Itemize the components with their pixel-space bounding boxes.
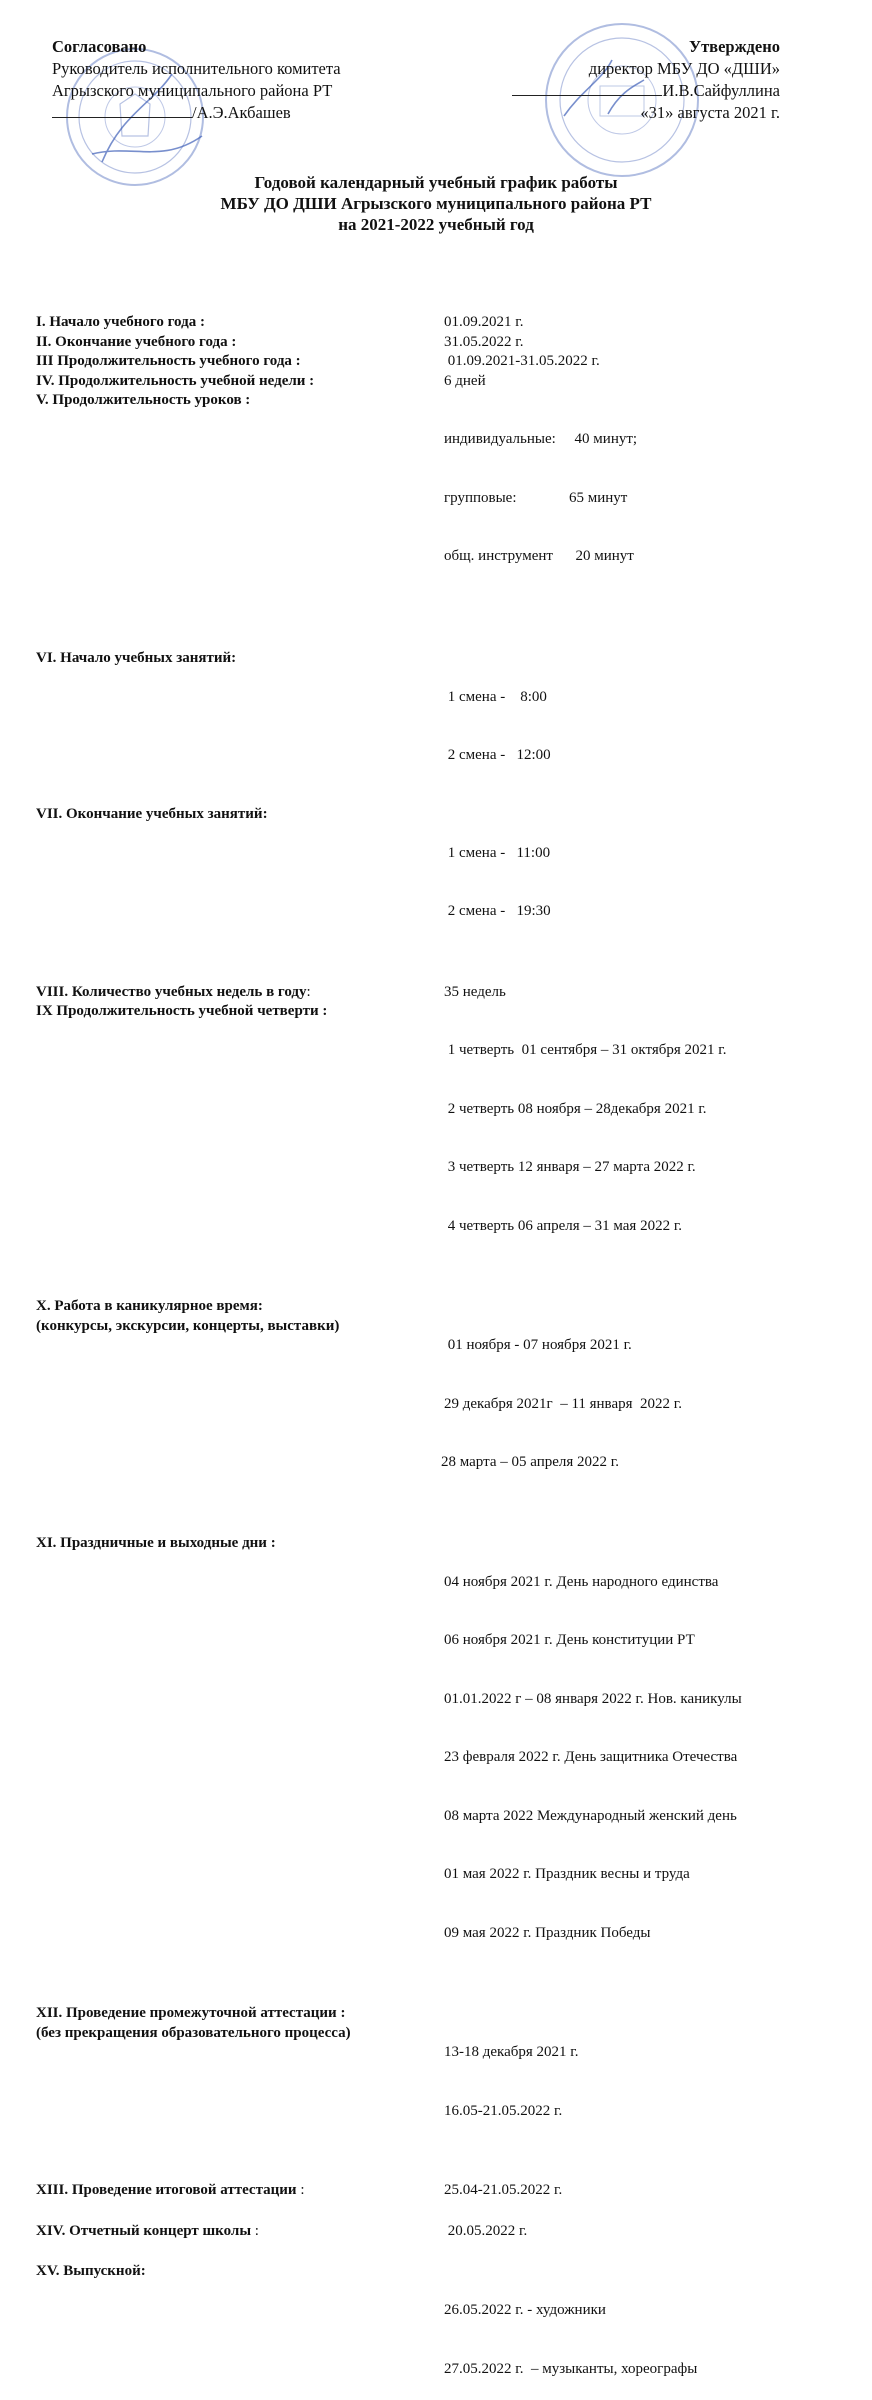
row-label: XII. Проведение промежуточной аттестации : (36, 2005, 346, 2021)
schedule-row-lessons (36, 391, 836, 606)
schedule-row-classes-start (36, 649, 836, 805)
schedule-row-final-attestation (36, 2181, 836, 2201)
row-label-colon: : (306, 983, 311, 1000)
schedule-row-interim-attestation (36, 2004, 836, 2160)
right-approval-line1: директор МБУ ДО «ДШИ» (588, 59, 780, 78)
row-label: I. Начало учебного года : (36, 314, 205, 330)
row-value: 2 смена - 19:30 (444, 903, 551, 919)
row-value: 28 марта – 05 апреля 2022 г. (441, 1454, 619, 1470)
row-value: 4 четверть 06 апреля – 31 мая 2022 г. (444, 1217, 683, 1234)
row-value: 04 ноября 2021 г. День народного единства (444, 1573, 719, 1590)
schedule-row-holidays-work (36, 1297, 836, 1512)
row-label: X. Работа в каникулярное время: (36, 1298, 263, 1314)
left-approval-heading: Согласовано (52, 37, 147, 56)
schedule-row-graduation (36, 2262, 836, 2400)
schedule-row-report-concert (36, 2222, 836, 2242)
right-approval-heading: Утверждено (688, 37, 780, 56)
title-line1: Годовой календарный учебный график работы (254, 173, 618, 192)
row-value: 6 дней (444, 372, 486, 389)
row-value: 29 декабря 2021г – 11 января 2022 г. (444, 1395, 682, 1412)
row-label: VII. Окончание учебных занятий: (36, 805, 268, 822)
row-value: 09 мая 2022 г. Праздник Победы (444, 1924, 651, 1941)
row-label (36, 2181, 444, 2201)
right-approval-block (512, 36, 780, 124)
title-line3: на 2021-2022 учебный год (338, 215, 534, 234)
schedule-row-quarters (36, 1002, 836, 1275)
row-label: VI. Начало учебных занятий: (36, 649, 237, 666)
schedule-list (36, 313, 836, 2400)
left-approval-block (52, 36, 341, 124)
schedule-row-week (36, 372, 836, 392)
row-value: общ. инструмент 20 минут (444, 548, 634, 564)
title-line2: МБУ ДО ДШИ Агрызского муниципального района РТ (220, 194, 652, 213)
row-value: 20.05.2022 г. (444, 2222, 528, 2239)
left-approval-signer: /А.Э.Акбашев (192, 103, 291, 122)
row-label: IX Продолжительность учебной четверти : (36, 1003, 328, 1019)
row-value: 01.09.2021-31.05.2022 г. (444, 353, 600, 369)
left-signature-line (52, 117, 192, 118)
row-value-group (444, 2004, 836, 2160)
row-label-colon: : (296, 2182, 305, 2198)
row-value: индивидуальные: 40 минут; (444, 431, 638, 447)
row-value: 08 марта 2022 Международный женский день (444, 1807, 737, 1824)
right-approval-signer: И.В.Сайфуллина (662, 81, 780, 100)
row-value: 23 февраля 2022 г. День защитника Отечества (444, 1749, 738, 1765)
left-approval-line2: Агрызского муниципального района РТ (52, 81, 333, 100)
row-value: 35 недель (444, 983, 506, 1000)
row-value: 27.05.2022 г. – музыканты, хореографы (444, 2360, 698, 2377)
schedule-row-start (36, 313, 836, 333)
right-signature-line (512, 95, 662, 96)
row-label: (конкурсы, экскурсии, концерты, выставки) (36, 1317, 340, 1334)
row-value: 3 четверть 12 января – 27 марта 2022 г. (444, 1159, 696, 1175)
row-value: 01 ноября - 07 ноября 2021 г. (444, 1337, 632, 1353)
row-value: 06 ноября 2021 г. День конституции РТ (444, 1632, 695, 1648)
row-value-group (444, 1002, 836, 1275)
right-approval-signature-row (512, 80, 780, 102)
row-value-group (444, 2262, 836, 2400)
schedule-row-days-off (36, 1534, 836, 1983)
row-value: 25.04-21.05.2022 г. (444, 2182, 563, 2198)
row-value: 1 смена - 8:00 (444, 688, 547, 705)
row-value: 16.05-21.05.2022 г. (444, 2102, 563, 2119)
left-approval-signature-row (52, 102, 341, 124)
row-label: IV. Продолжительность учебной недели : (36, 372, 315, 389)
row-value: 13-18 декабря 2021 г. (444, 2044, 579, 2060)
row-label-colon: : (251, 2222, 259, 2239)
schedule-row-classes-end (36, 805, 836, 961)
row-value-group (444, 1534, 836, 1983)
row-value: 31.05.2022 г. (444, 333, 524, 350)
row-value-group (441, 1297, 836, 1512)
row-label-text: XIV. Отчетный концерт школы (36, 2222, 252, 2239)
schedule-row-weeks-count (36, 983, 836, 1003)
row-value-group (444, 805, 836, 961)
row-label (36, 983, 444, 1003)
row-value: 01.09.2021 г. (444, 314, 524, 330)
right-approval-date: «31» августа 2021 г. (640, 103, 780, 122)
row-label (36, 2222, 444, 2242)
schedule-row-end (36, 333, 836, 353)
row-value: 26.05.2022 г. - художники (444, 2302, 606, 2318)
row-label: II. Окончание учебного года : (36, 333, 237, 350)
row-value: 2 четверть 08 ноября – 28декабря 2021 г. (444, 1100, 707, 1117)
row-label-text: XIII. Проведение итоговой аттестации (36, 2182, 297, 2198)
schedule-row-duration (36, 352, 836, 372)
row-value: 1 четверть 01 сентября – 31 октября 2021 г. (444, 1042, 727, 1058)
row-label: III Продолжительность учебного года : (36, 353, 301, 369)
row-label-group (36, 1297, 444, 1512)
left-approval-line1: Руководитель исполнительного комитета (52, 59, 341, 78)
row-label: XI. Праздничные и выходные дни : (36, 1534, 276, 1551)
row-label: (без прекращения образовательного процесса) (36, 2024, 351, 2041)
row-value: 1 смена - 11:00 (444, 844, 551, 861)
row-value-group (444, 391, 836, 606)
row-label: V. Продолжительность уроков : (36, 392, 251, 408)
row-value: 2 смена - 12:00 (444, 747, 551, 763)
row-value-group (444, 649, 836, 805)
document-title (0, 172, 872, 235)
row-value: 01 мая 2022 г. Праздник весны и труда (444, 1866, 690, 1882)
row-label: XV. Выпускной: (36, 2263, 146, 2279)
row-label-text: VIII. Количество учебных недель в году (36, 983, 307, 1000)
row-value: групповые: 65 минут (444, 489, 628, 506)
row-value: 01.01.2022 г – 08 января 2022 г. Нов. каникулы (444, 1690, 742, 1707)
row-label-group (36, 2004, 444, 2160)
